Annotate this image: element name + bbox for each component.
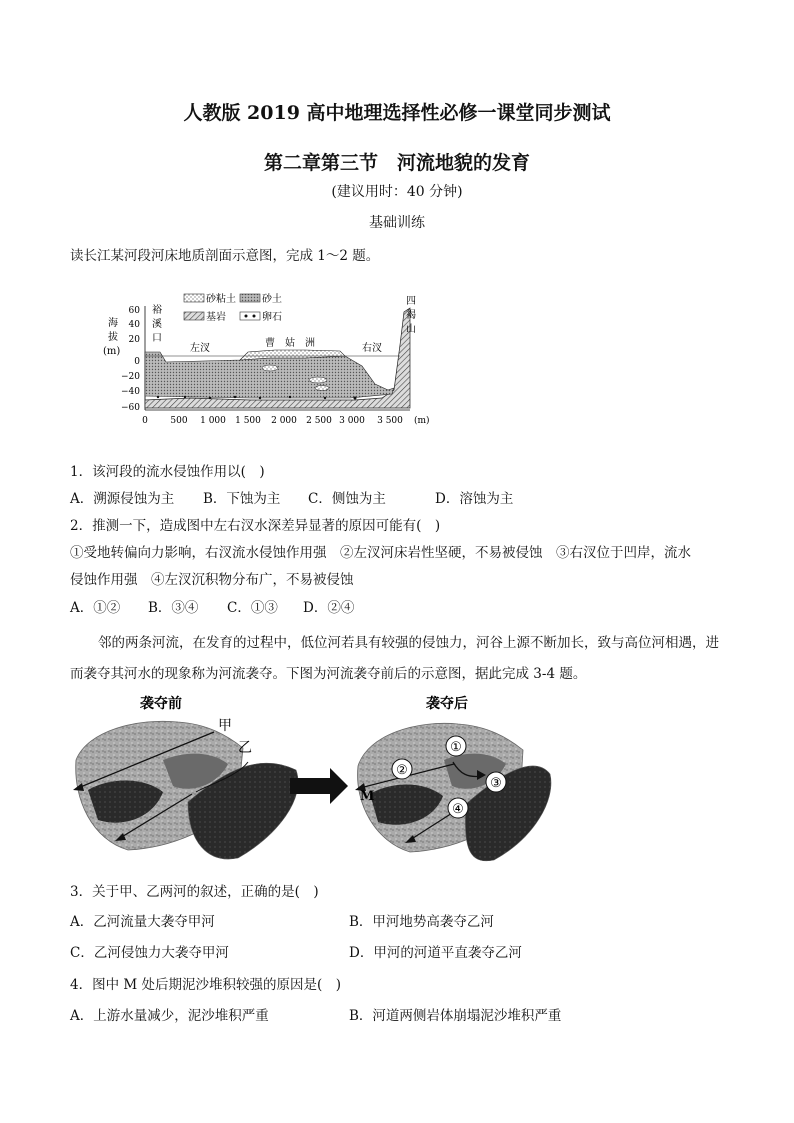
q3-option-c: C．乙河侵蚀力大袭夺甲河 <box>70 945 229 961</box>
q4-option-a: A．上游水量减少，泥沙堆积严重 <box>70 1008 269 1024</box>
q1-option-b: B．下蚀为主 <box>203 491 281 507</box>
q3-stem: 3．关于甲、乙两河的叙述，正确的是( ) <box>70 884 319 900</box>
q1-option-d: D．溶蚀为主 <box>435 491 514 507</box>
q3-option-b: B．甲河地势高袭夺乙河 <box>349 914 494 930</box>
q2-option-c: C．①③ <box>227 600 278 616</box>
sand-layer <box>145 352 394 398</box>
ytick-label: −40 <box>121 387 140 397</box>
pebble <box>234 396 236 398</box>
left-place-char: 裕 <box>152 305 162 316</box>
q2-option-b: B．③④ <box>148 600 199 616</box>
pebble <box>209 397 211 399</box>
legend-silty-clay-swatch <box>184 294 204 302</box>
q2-option-d: D．②④ <box>303 600 355 616</box>
xtick-label: 1 000 <box>200 416 226 426</box>
xaxis-unit: (m) <box>414 416 430 426</box>
xtick-label: 2 000 <box>271 416 297 426</box>
q3-option-d: D．甲河的河道平直袭夺乙河 <box>349 945 522 961</box>
pebble <box>259 397 261 399</box>
q2-stem: 2．推测一下，造成图中左右汊水深差异显著的原因可能有( ) <box>70 518 441 534</box>
ytick-label: 0 <box>134 357 140 367</box>
legend-pebble-label: 卵石 <box>262 312 282 323</box>
river-jia-label: 甲 <box>218 718 232 734</box>
ytick-label: −60 <box>121 403 140 413</box>
before-label: 袭夺前 <box>140 696 182 712</box>
legend-silty-clay-label: 砂粘土 <box>206 294 236 305</box>
riverbed-section-figure <box>100 290 440 430</box>
time-note: (建议用时：40 分钟) <box>331 184 463 200</box>
ytick-label: 20 <box>128 335 140 345</box>
transition-arrow-icon <box>290 768 348 804</box>
right-place-char: 四 <box>406 296 416 307</box>
marker-4: ④ <box>452 802 464 817</box>
clay-lens <box>309 377 327 383</box>
xtick-label: 3 500 <box>377 416 403 426</box>
ytick-label: 60 <box>128 306 140 316</box>
xtick-label: 3 000 <box>339 416 365 426</box>
pebble <box>324 397 326 399</box>
section-heading: 基础训练 <box>369 215 425 231</box>
q1-option-a: A．溯源侵蚀为主 <box>70 491 175 507</box>
right-branch-label: 右汊 <box>362 343 382 354</box>
river-capture-figure <box>68 690 558 870</box>
point-m-label: M <box>360 789 375 804</box>
intro-q3-4: 邻的两条河流，在发育的过程中，低位河若具有较强的侵蚀力，河谷上源不断加长，致与高位河相遇，进而袭夺其河水的现象称为河流袭夺。下图为河流袭夺前后的示意图，据此完成 3-4 题。 <box>70 635 719 682</box>
ytick-label: −20 <box>121 372 140 382</box>
island-label: 曹 姑 洲 <box>265 338 315 349</box>
xtick-label: 0 <box>142 416 148 426</box>
xtick-label: 2 500 <box>306 416 332 426</box>
legend-bedrock-label: 基岩 <box>206 312 226 323</box>
legend-pebble-swatch <box>240 312 260 320</box>
pebble <box>289 396 291 398</box>
left-branch-label: 左汊 <box>190 343 210 354</box>
q4-option-b: B．河道两侧岩体崩塌泥沙堆积严重 <box>349 1008 562 1024</box>
q1-option-c: C．侧蚀为主 <box>308 491 386 507</box>
left-place-char: 口 <box>152 333 162 344</box>
q2-statements-line2: 侵蚀作用强 ④左汊沉积物分布广，不易被侵蚀 <box>70 572 354 588</box>
marker-1: ① <box>450 740 462 755</box>
legend-sand-label: 砂土 <box>262 294 282 305</box>
right-place-char: 褐 <box>406 310 416 321</box>
pebble <box>184 396 186 398</box>
yaxis-title-char: 拔 <box>108 332 118 343</box>
xtick-label: 1 500 <box>235 416 261 426</box>
q4-stem: 4．图中 M 处后期泥沙堆积较强的原因是( ) <box>70 977 342 993</box>
legend-pebble-dot <box>245 315 248 318</box>
legend-sand-swatch <box>240 294 260 302</box>
marker-2: ② <box>396 763 408 778</box>
ytick-label: 40 <box>128 320 140 330</box>
after-label: 袭夺后 <box>426 696 468 712</box>
yaxis-title-char: 海 <box>108 318 118 329</box>
pebble <box>157 396 159 398</box>
marker-3: ③ <box>490 776 502 791</box>
q3-option-a: A．乙河流量大袭夺甲河 <box>70 914 215 930</box>
q1-stem: 1．该河段的流水侵蚀作用以( ) <box>70 464 265 480</box>
q2-option-a: A．①② <box>70 600 121 616</box>
clay-lens <box>315 386 329 391</box>
pebble <box>354 397 357 400</box>
river-yi-label: 乙 <box>238 740 252 756</box>
legend-bedrock-swatch <box>184 312 204 320</box>
clay-lens <box>262 365 278 371</box>
yaxis-title-unit: (m) <box>103 346 121 357</box>
chapter-title: 第二章第三节 河流地貌的发育 <box>263 152 530 174</box>
left-place-char: 溪 <box>152 319 162 330</box>
document-title: 人教版 2019 高中地理选择性必修一课堂同步测试 <box>183 102 611 124</box>
right-place-char: 山 <box>406 324 416 335</box>
q2-statements-line1: ①受地转偏向力影响，右汊流水侵蚀作用强 ②左汊河床岩性坚硬，不易被侵蚀 ③右汊位于凹岸，流水 <box>70 545 691 561</box>
legend-pebble-dot <box>253 315 256 318</box>
intro-q1-2: 读长江某河段河床地质剖面示意图，完成 1～2 题。 <box>70 248 380 264</box>
xtick-label: 500 <box>170 416 188 426</box>
